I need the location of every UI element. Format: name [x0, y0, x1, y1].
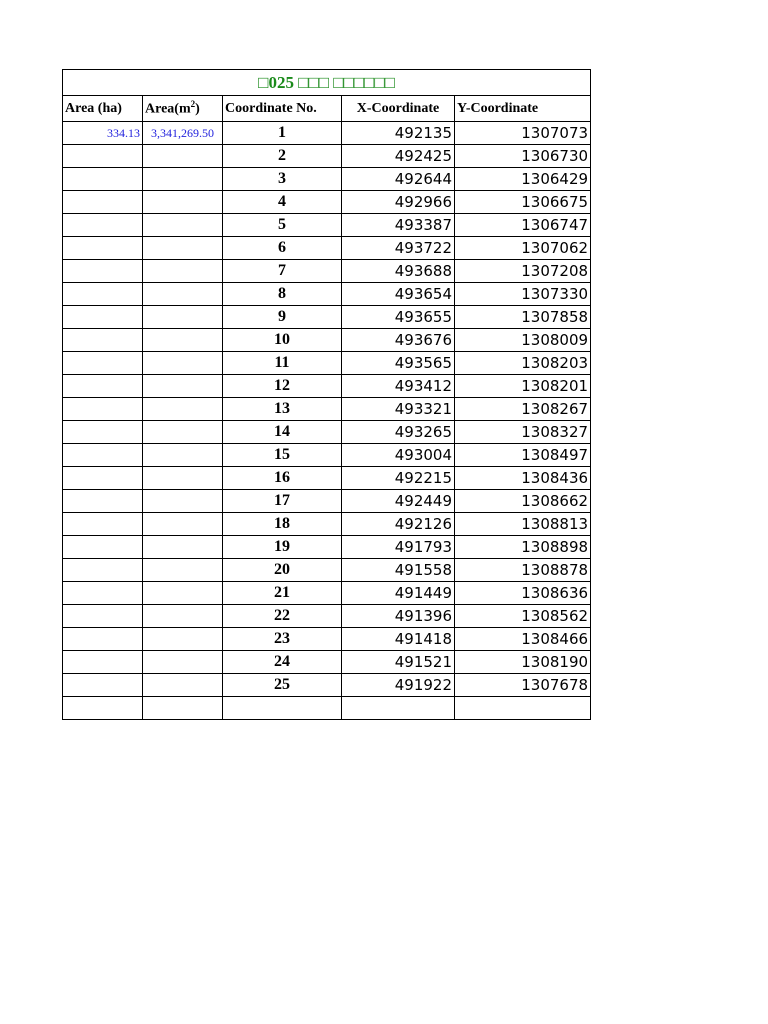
- table-row: [63, 444, 591, 467]
- empty-cell: [63, 237, 143, 260]
- table-row: [63, 122, 591, 145]
- empty-cell: [63, 582, 143, 605]
- y-coordinate-value: 1306675: [455, 191, 591, 214]
- x-coordinate-value: 493565: [342, 352, 455, 375]
- empty-cell: [143, 467, 223, 490]
- x-coordinate-value: 493387: [342, 214, 455, 237]
- x-coordinate-value: 493412: [342, 375, 455, 398]
- header-area-m2-prefix: Area(m: [145, 101, 191, 117]
- empty-cell: [63, 352, 143, 375]
- empty-cell: [63, 191, 143, 214]
- y-coordinate-value: 1308562: [455, 605, 591, 628]
- y-coordinate-value: 1308636: [455, 582, 591, 605]
- empty-cell: [143, 168, 223, 191]
- x-coordinate-value: 493654: [342, 283, 455, 306]
- coordinate-number: 14: [223, 421, 342, 444]
- x-coordinate-value: 491922: [342, 674, 455, 697]
- x-coordinate-value: 493722: [342, 237, 455, 260]
- table-body: [63, 122, 591, 720]
- coordinate-number: 23: [223, 628, 342, 651]
- y-coordinate-value: 1308662: [455, 490, 591, 513]
- y-coordinate-value: 1308190: [455, 651, 591, 674]
- empty-cell: [63, 697, 143, 720]
- coordinate-number: 18: [223, 513, 342, 536]
- y-coordinate-value: 1308201: [455, 375, 591, 398]
- empty-cell: [143, 306, 223, 329]
- area-m2-value: 3,341,269.50: [143, 122, 223, 145]
- table-row: [63, 651, 591, 674]
- x-coordinate-value: 493688: [342, 260, 455, 283]
- x-coordinate-value: 493655: [342, 306, 455, 329]
- y-coordinate-value: 1307678: [455, 674, 591, 697]
- empty-cell: [143, 145, 223, 168]
- coordinate-number: 16: [223, 467, 342, 490]
- coordinate-number: 12: [223, 375, 342, 398]
- coordinate-number: 13: [223, 398, 342, 421]
- coordinate-number: 1: [223, 122, 342, 145]
- empty-cell: [143, 651, 223, 674]
- y-coordinate-value: 1307330: [455, 283, 591, 306]
- y-coordinate-value: 1308267: [455, 398, 591, 421]
- empty-cell: [63, 329, 143, 352]
- table-row: [63, 490, 591, 513]
- x-coordinate-value: 493321: [342, 398, 455, 421]
- empty-cell: [63, 490, 143, 513]
- x-coordinate-value: 492215: [342, 467, 455, 490]
- empty-cell: [63, 467, 143, 490]
- table-row: [63, 467, 591, 490]
- table-row: [63, 605, 591, 628]
- empty-cell: [63, 651, 143, 674]
- coordinate-number: 9: [223, 306, 342, 329]
- coordinate-number: 8: [223, 283, 342, 306]
- x-coordinate-value: 491396: [342, 605, 455, 628]
- empty-cell: [63, 559, 143, 582]
- x-coordinate-value: 492425: [342, 145, 455, 168]
- table-row: [63, 145, 591, 168]
- empty-cell: [143, 697, 223, 720]
- x-coordinate-value: 493265: [342, 421, 455, 444]
- x-coordinate-value: 491558: [342, 559, 455, 582]
- empty-cell: [63, 444, 143, 467]
- y-coordinate-value: 1308203: [455, 352, 591, 375]
- header-area-m2-sup: 2: [190, 99, 196, 110]
- coordinate-number: 3: [223, 168, 342, 191]
- x-coordinate-value: 491521: [342, 651, 455, 674]
- y-coordinate-value: 1308009: [455, 329, 591, 352]
- y-coordinate-value: 1308436: [455, 467, 591, 490]
- empty-cell: [143, 605, 223, 628]
- y-coordinate-value: 1308327: [455, 421, 591, 444]
- empty-cell: [63, 674, 143, 697]
- coordinate-number: 25: [223, 674, 342, 697]
- title-row: [63, 70, 591, 96]
- coordinate-number: 19: [223, 536, 342, 559]
- empty-cell: [223, 697, 342, 720]
- coordinate-number: 2: [223, 145, 342, 168]
- y-coordinate-value: 1308813: [455, 513, 591, 536]
- header-coordinate-no: Coordinate No.: [223, 96, 342, 122]
- empty-cell: [143, 490, 223, 513]
- empty-cell: [143, 582, 223, 605]
- empty-row: [63, 697, 591, 720]
- table-row: [63, 375, 591, 398]
- table-row: [63, 306, 591, 329]
- empty-cell: [143, 375, 223, 398]
- y-coordinate-value: 1306730: [455, 145, 591, 168]
- coordinate-number: 20: [223, 559, 342, 582]
- y-coordinate-value: 1307062: [455, 237, 591, 260]
- empty-cell: [63, 375, 143, 398]
- empty-cell: [143, 674, 223, 697]
- table-row: [63, 283, 591, 306]
- empty-cell: [63, 283, 143, 306]
- empty-cell: [143, 398, 223, 421]
- coordinate-number: 7: [223, 260, 342, 283]
- coordinate-number: 22: [223, 605, 342, 628]
- header-row: [63, 96, 591, 122]
- table-row: [63, 674, 591, 697]
- header-x-coordinate: X-Coordinate: [342, 96, 455, 122]
- y-coordinate-value: 1307073: [455, 122, 591, 145]
- empty-cell: [143, 260, 223, 283]
- empty-cell: [63, 628, 143, 651]
- coordinate-table: [62, 69, 591, 720]
- coordinate-number: 5: [223, 214, 342, 237]
- table-row: [63, 582, 591, 605]
- table-row: [63, 260, 591, 283]
- empty-cell: [63, 145, 143, 168]
- empty-cell: [143, 283, 223, 306]
- table-row: [63, 352, 591, 375]
- empty-cell: [63, 605, 143, 628]
- empty-cell: [63, 260, 143, 283]
- empty-cell: [63, 421, 143, 444]
- table-row: [63, 191, 591, 214]
- empty-cell: [143, 237, 223, 260]
- empty-cell: [143, 214, 223, 237]
- coordinate-number: 15: [223, 444, 342, 467]
- header-area-ha: Area (ha): [63, 96, 143, 122]
- empty-cell: [143, 329, 223, 352]
- x-coordinate-value: 492135: [342, 122, 455, 145]
- empty-cell: [63, 214, 143, 237]
- empty-cell: [342, 697, 455, 720]
- empty-cell: [63, 306, 143, 329]
- empty-cell: [143, 421, 223, 444]
- x-coordinate-value: 491793: [342, 536, 455, 559]
- y-coordinate-value: 1306747: [455, 214, 591, 237]
- empty-cell: [143, 191, 223, 214]
- y-coordinate-value: 1308878: [455, 559, 591, 582]
- sheet-title: □025 □□□ □□□□□□: [63, 70, 591, 96]
- table-row: [63, 168, 591, 191]
- y-coordinate-value: 1308466: [455, 628, 591, 651]
- y-coordinate-value: 1308497: [455, 444, 591, 467]
- x-coordinate-value: 493004: [342, 444, 455, 467]
- header-area-m2-suffix: ): [195, 101, 200, 117]
- coordinate-number: 11: [223, 352, 342, 375]
- coordinate-number: 21: [223, 582, 342, 605]
- y-coordinate-value: 1308898: [455, 536, 591, 559]
- table-row: [63, 628, 591, 651]
- x-coordinate-value: 492126: [342, 513, 455, 536]
- empty-cell: [63, 398, 143, 421]
- table-row: [63, 329, 591, 352]
- table-row: [63, 421, 591, 444]
- empty-cell: [63, 168, 143, 191]
- empty-cell: [143, 628, 223, 651]
- table-row: [63, 237, 591, 260]
- y-coordinate-value: 1307208: [455, 260, 591, 283]
- empty-cell: [143, 513, 223, 536]
- empty-cell: [143, 352, 223, 375]
- header-y-coordinate: Y-Coordinate: [455, 96, 591, 122]
- header-area-m2: [143, 96, 223, 122]
- table-row: [63, 536, 591, 559]
- x-coordinate-value: 492966: [342, 191, 455, 214]
- coordinate-number: 4: [223, 191, 342, 214]
- coordinate-number: 6: [223, 237, 342, 260]
- x-coordinate-value: 491449: [342, 582, 455, 605]
- x-coordinate-value: 492644: [342, 168, 455, 191]
- x-coordinate-value: 493676: [342, 329, 455, 352]
- table-row: [63, 513, 591, 536]
- empty-cell: [63, 536, 143, 559]
- x-coordinate-value: 492449: [342, 490, 455, 513]
- empty-cell: [143, 559, 223, 582]
- empty-cell: [455, 697, 591, 720]
- empty-cell: [63, 513, 143, 536]
- empty-cell: [143, 444, 223, 467]
- empty-cell: [143, 536, 223, 559]
- y-coordinate-value: 1307858: [455, 306, 591, 329]
- table-row: [63, 214, 591, 237]
- y-coordinate-value: 1306429: [455, 168, 591, 191]
- table-row: [63, 559, 591, 582]
- coordinate-number: 10: [223, 329, 342, 352]
- table-row: [63, 398, 591, 421]
- x-coordinate-value: 491418: [342, 628, 455, 651]
- coordinate-number: 17: [223, 490, 342, 513]
- area-ha-value: 334.13: [63, 122, 143, 145]
- coordinate-number: 24: [223, 651, 342, 674]
